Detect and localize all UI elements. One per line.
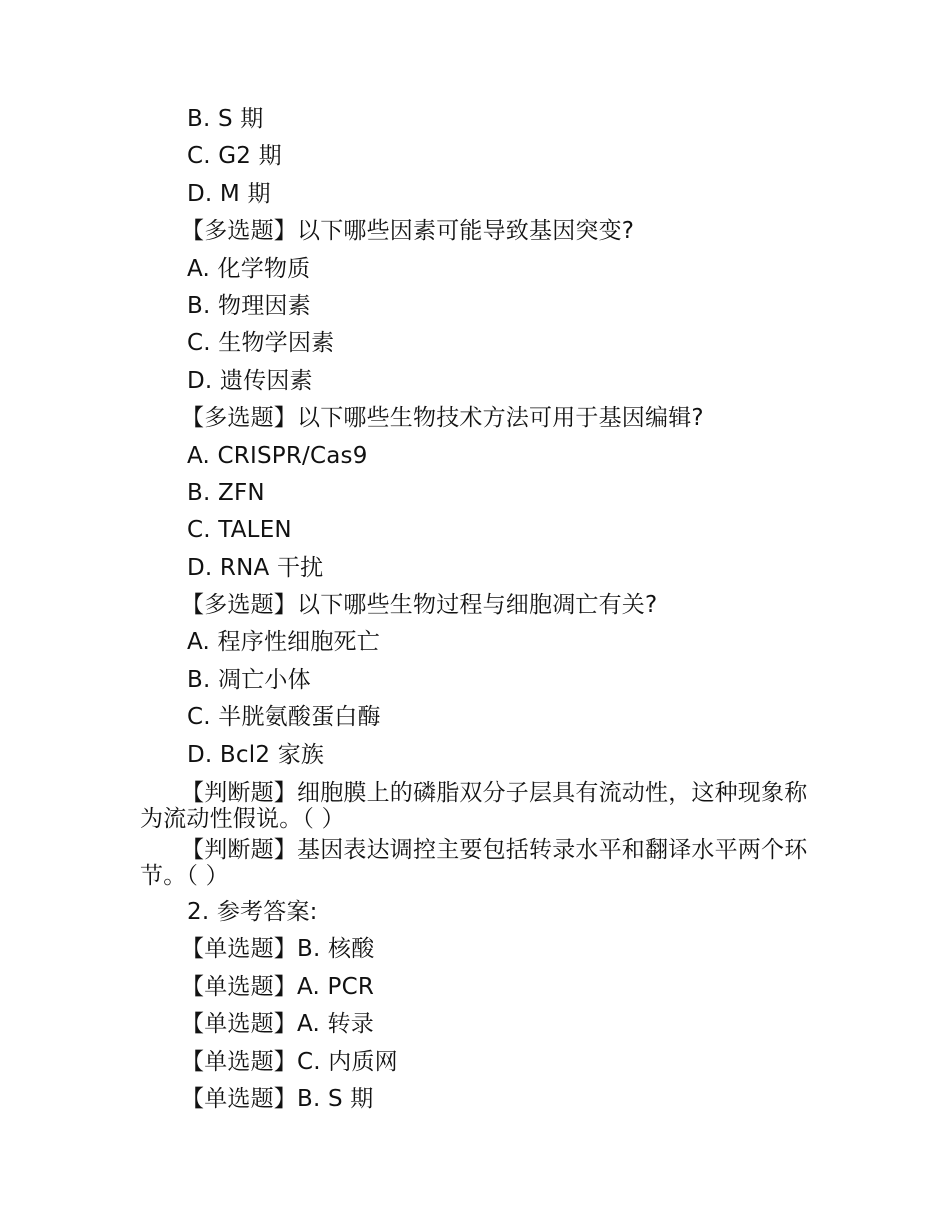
option-line: D. RNA 干扰	[187, 554, 324, 581]
option-line: C. 生物学因素	[187, 330, 335, 357]
option-line: A. 程序性细胞死亡	[187, 629, 380, 656]
answer-line: 【单选题】C. 内质网	[181, 1048, 398, 1075]
question-line: 【多选题】以下哪些生物技术方法可用于基因编辑?	[181, 405, 704, 432]
option-line: D. Bcl2 家族	[187, 741, 325, 768]
option-line: B. S 期	[187, 106, 264, 132]
document-body	[0, 101, 950, 1118]
section-heading: 2. 参考答案:	[187, 899, 318, 926]
option-line: A. CRISPR/Cas9	[187, 442, 368, 469]
answer-line: 【单选题】A. PCR	[181, 973, 375, 1000]
answer-line: 【单选题】A. 转录	[181, 1011, 374, 1038]
option-line: D. M 期	[187, 180, 271, 207]
option-line: C. TALEN	[187, 517, 292, 544]
question-line: 【多选题】以下哪些因素可能导致基因突变?	[181, 218, 635, 245]
judgment-question: 【判断题】细胞膜上的磷脂双分子层具有流动性，这种现象称为流动性假说。（ ）	[140, 780, 808, 833]
option-line: C. G2 期	[187, 143, 282, 170]
option-line: B. ZFN	[187, 479, 265, 506]
answer-line: 【单选题】B. S 期	[181, 1085, 374, 1112]
question-line: 【多选题】以下哪些生物过程与细胞凋亡有关?	[181, 592, 658, 619]
option-line: D. 遗传因素	[187, 367, 313, 394]
answer-line: 【单选题】B. 核酸	[181, 936, 375, 963]
judgment-question: 【判断题】基因表达调控主要包括转录水平和翻译水平两个环节。（ ）	[140, 837, 808, 890]
option-line: A. 化学物质	[187, 255, 311, 282]
option-line: C. 半胱氨酸蛋白酶	[187, 704, 381, 731]
option-line: B. 凋亡小体	[187, 666, 311, 693]
option-line: B. 物理因素	[187, 292, 311, 319]
